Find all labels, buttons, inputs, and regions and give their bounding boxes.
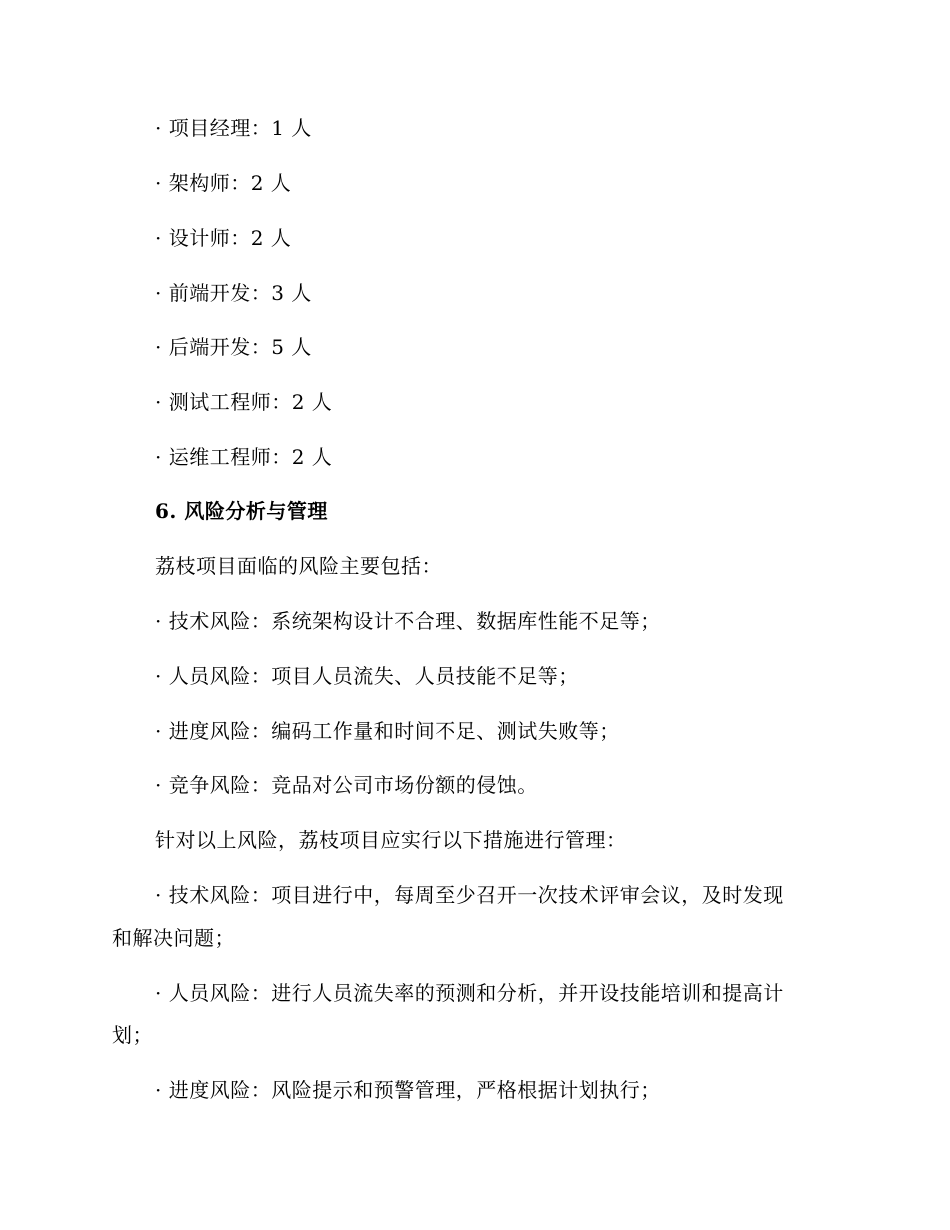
- measure-technical-line2: 和解决问题；: [112, 926, 235, 950]
- measure-technical-line1: · 技术风险：项目进行中，每周至少召开一次技术评审会议，及时发现: [155, 883, 784, 907]
- measure-personnel-line2: 划；: [112, 1023, 153, 1047]
- risk-item-schedule: · 进度风险：编码工作量和时间不足、测试失败等；: [155, 719, 620, 743]
- staff-item-project-manager: · 项目经理：1 人: [155, 116, 312, 140]
- staff-item-qa: · 测试工程师：2 人: [155, 390, 333, 414]
- measure-personnel-line1: · 人员风险：进行人员流失率的预测和分析，并开设技能培训和提高计: [155, 981, 784, 1005]
- section-heading: 6. 风险分析与管理: [155, 499, 328, 523]
- staff-item-frontend: · 前端开发：3 人: [155, 281, 312, 305]
- staff-item-backend: · 后端开发：5 人: [155, 335, 312, 359]
- risk-item-technical: · 技术风险：系统架构设计不合理、数据库性能不足等；: [155, 609, 661, 633]
- measure-schedule-line1: · 进度风险：风险提示和预警管理，严格根据计划执行；: [155, 1078, 661, 1102]
- staff-item-architect: · 架构师：2 人: [155, 171, 292, 195]
- staff-item-designer: · 设计师：2 人: [155, 226, 292, 250]
- staff-item-ops: · 运维工程师：2 人: [155, 445, 333, 469]
- risk-intro-paragraph: 荔枝项目面临的风险主要包括：: [155, 554, 442, 578]
- risk-item-personnel: · 人员风险：项目人员流失、人员技能不足等；: [155, 664, 579, 688]
- measures-intro-paragraph: 针对以上风险，荔枝项目应实行以下措施进行管理：: [155, 828, 627, 852]
- risk-item-competition: · 竞争风险：竞品对公司市场份额的侵蚀。: [155, 773, 538, 797]
